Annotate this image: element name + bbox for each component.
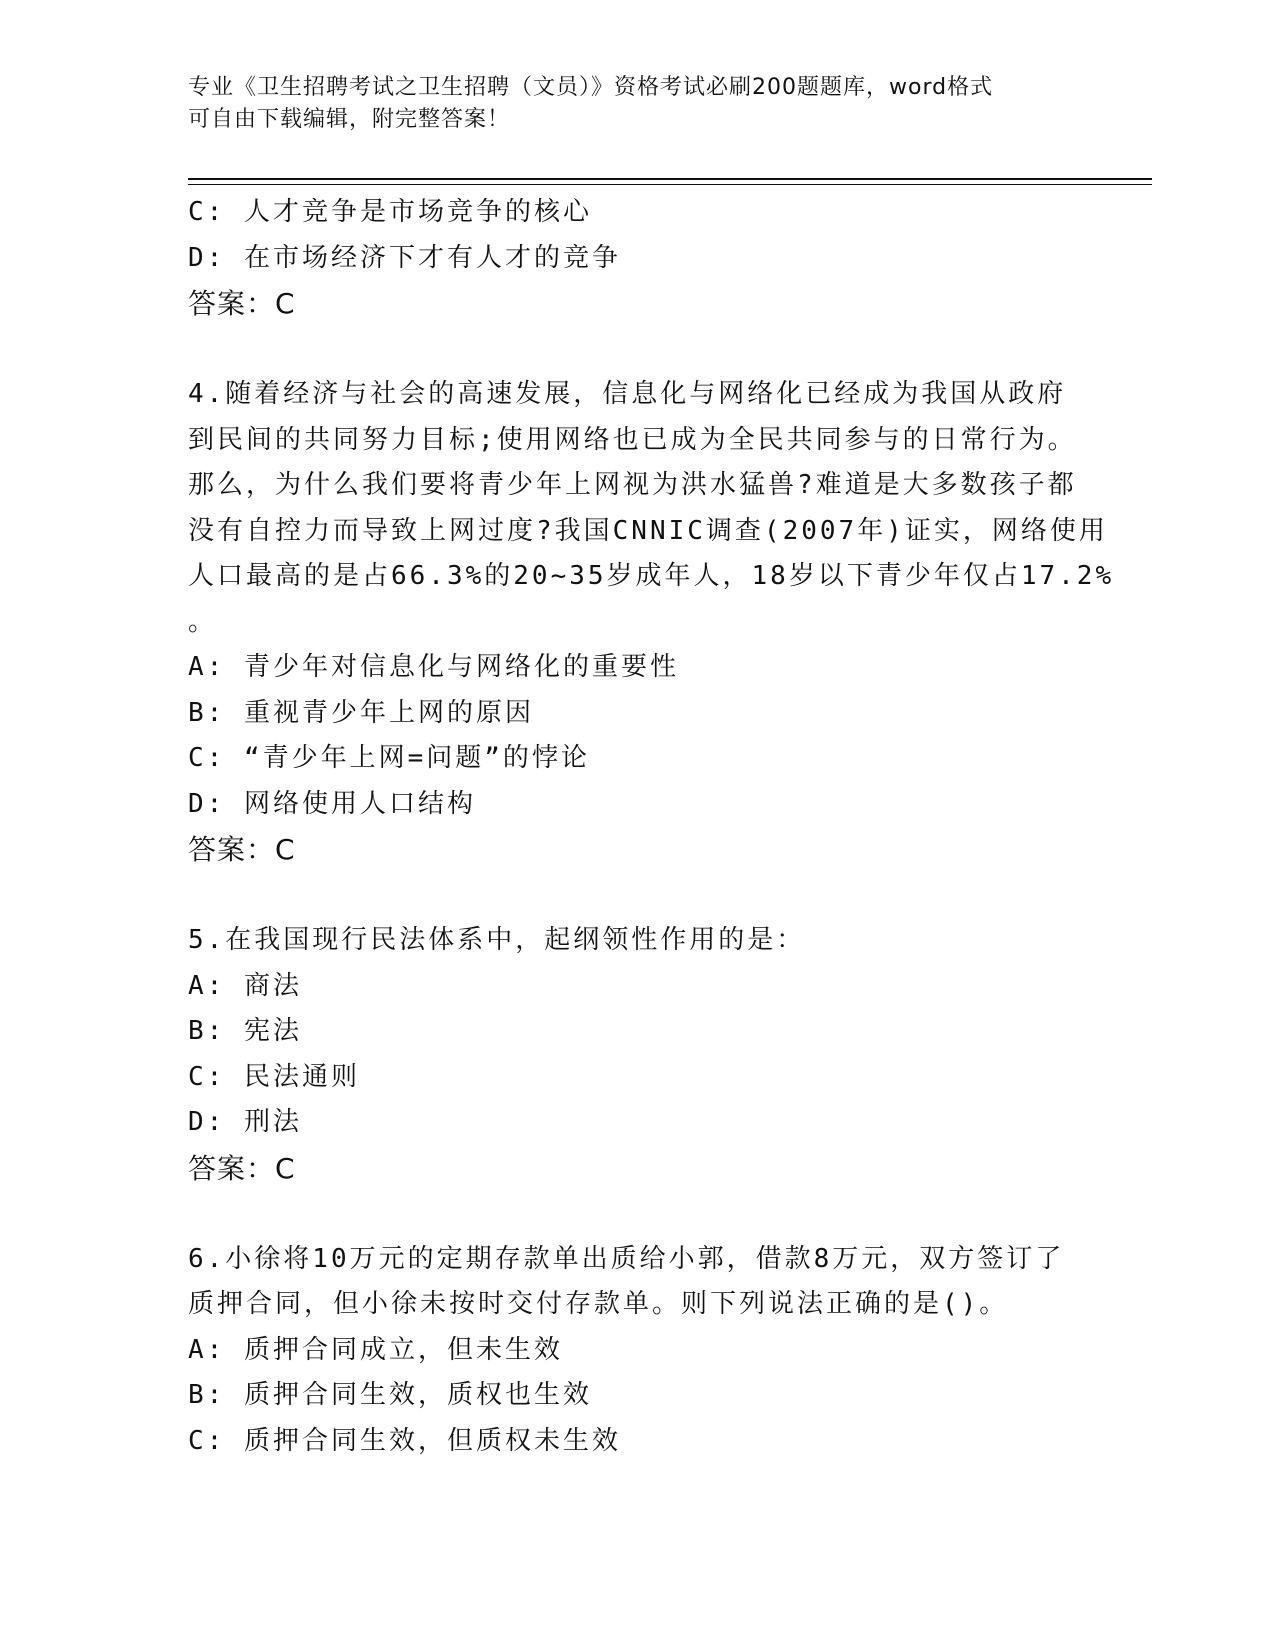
- q4-stem-line-5: 人口最高的是占66.3%的20~35岁成年人，18岁以下青少年仅占17.2%: [188, 561, 1115, 591]
- q4-option-c: C: “青少年上网=问题”的悖论: [188, 743, 590, 773]
- q6-option-c: C: 质押合同生效，但质权未生效: [188, 1425, 621, 1456]
- header-title-line-1: 专业《卫生招聘考试之卫生招聘（文员）》资格考试必刷200题题库，word格式: [188, 75, 994, 100]
- q4-option-d: D: 网络使用人口结构: [188, 788, 476, 819]
- q4-stem-line-2: 到民间的共同努力目标;使用网络也已成为全民共同参与的日常行为。: [188, 424, 1077, 455]
- q4-option-b: B: 重视青少年上网的原因: [188, 697, 534, 728]
- q6-stem-line-1: 6.小徐将10万元的定期存款单出质给小郭，借款8万元，双方签订了: [188, 1243, 1065, 1274]
- q3-option-c: C: 人才竞争是市场竞争的核心: [188, 197, 592, 227]
- q4-stem-line-1: 4.随着经济与社会的高速发展，信息化与网络化已经成为我国从政府: [188, 379, 1067, 409]
- q3-option-d: D: 在市场经济下才有人才的竞争: [188, 242, 621, 273]
- header-divider-thick: [188, 178, 1152, 180]
- q4-stem-line-4: 没有自控力而导致上网过度?我国CNNIC调查(2007年)证实，网络使用: [188, 515, 1108, 546]
- spacer: [188, 873, 1088, 919]
- spacer: [188, 327, 1088, 373]
- q4-option-a: A: 青少年对信息化与网络化的重要性: [188, 652, 679, 682]
- header-title-line-2: 可自由下载编辑，附完整答案！: [188, 107, 511, 132]
- q5-option-a: A: 商法: [188, 970, 302, 1001]
- q4-answer: 答案：C: [188, 833, 296, 866]
- q5-option-b: B: 宪法: [188, 1016, 302, 1046]
- q4-stem-line-6: 。: [188, 606, 218, 637]
- q6-option-a: A: 质押合同成立，但未生效: [188, 1334, 563, 1365]
- q3-answer: 答案：C: [188, 287, 296, 320]
- header-divider-thin: [188, 184, 1152, 185]
- document-header: [188, 72, 1088, 136]
- q5-option-d: D: 刑法: [188, 1107, 302, 1137]
- q6-option-b: B: 质押合同生效，质权也生效: [188, 1380, 592, 1410]
- spacer: [188, 1191, 1088, 1237]
- q5-stem: 5.在我国现行民法体系中，起纲领性作用的是：: [188, 925, 806, 955]
- document-body: [188, 190, 1115, 1464]
- q5-answer: 答案：C: [188, 1151, 296, 1185]
- q4-stem-line-3: 那么，为什么我们要将青少年上网视为洪水猛兽?难道是大多数孩子都: [188, 470, 1077, 500]
- q6-stem-line-2: 质押合同，但小徐未按时交付存款单。则下列说法正确的是()。: [188, 1289, 1009, 1319]
- q5-option-c: C: 民法通则: [188, 1061, 360, 1092]
